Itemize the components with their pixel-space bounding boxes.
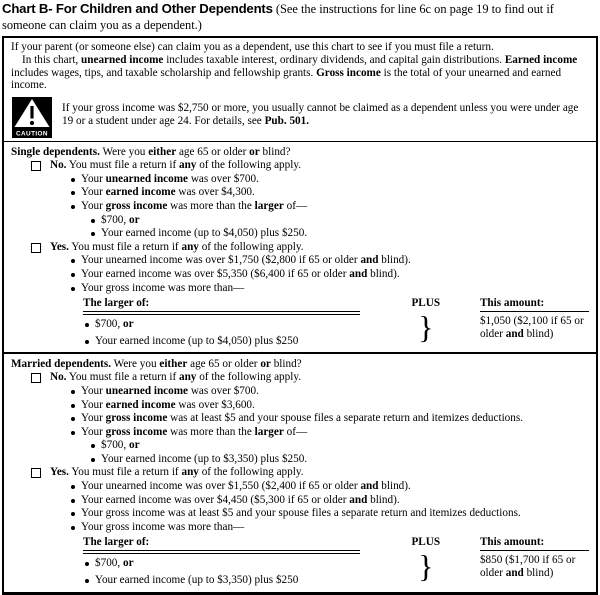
single-no-row <box>31 159 589 173</box>
chart-box <box>2 36 598 595</box>
bullet-icon <box>71 512 75 516</box>
bullet-text: Your earned income was over $5,350 ($6,400 if 65 or older and blind). <box>81 267 400 280</box>
larger-of-column <box>83 536 360 587</box>
bullet-text: Your gross income was at least $5 and your spouse files a separate return and itemizes deductions. <box>81 412 524 425</box>
bullet-text: Your unearned income was over $700. <box>81 384 259 397</box>
list-item <box>71 480 589 494</box>
single-no-checkbox[interactable] <box>31 161 41 171</box>
married-yes-row <box>31 466 589 480</box>
page-title <box>0 0 600 36</box>
single-section-heading: Single dependents. Were you either age 65 or older or blind? <box>11 146 291 159</box>
married-no-checkbox[interactable] <box>31 373 41 383</box>
list-item <box>85 557 360 571</box>
list-item <box>71 173 589 187</box>
section-single-dependents <box>4 142 596 352</box>
list-item <box>85 574 360 588</box>
bullet-text: Your earned income was over $4,300. <box>81 186 255 199</box>
plus-column <box>396 536 456 583</box>
bullet-icon <box>71 417 75 421</box>
larger-of-column <box>83 297 360 348</box>
bullet-text: Your gross income was at least $5 and your spouse files a separate return and itemizes deductions. <box>81 507 521 520</box>
bullet-icon <box>71 273 75 277</box>
bullet-text: Your gross income was more than the larger of— <box>81 199 308 212</box>
bullet-icon <box>91 219 95 223</box>
brace-glyph: } <box>418 548 434 585</box>
list-item <box>71 412 589 426</box>
chart-title-note: (See the instructions for line 6c on page 19 to find out if someone can claim you as a dependent.) <box>2 2 554 32</box>
list-item <box>71 507 589 521</box>
list-item <box>71 200 589 214</box>
married-gross-income-table <box>83 536 589 587</box>
bullet-icon <box>85 340 89 344</box>
bullet-text: Your earned income (up to $3,350) plus $250. <box>101 452 308 465</box>
list-item <box>71 282 589 296</box>
caution-triangle-icon <box>12 97 52 138</box>
list-item <box>91 453 589 467</box>
list-item <box>91 227 589 241</box>
bullet-text: Your gross income was more than— <box>81 520 245 533</box>
larger-of-header: The larger of: <box>83 536 360 554</box>
bullet-text: Your earned income (up to $3,350) plus $250 <box>95 574 299 587</box>
list-item <box>85 318 360 332</box>
bullet-icon <box>85 579 89 583</box>
bullet-text: Your earned income (up to $4,050) plus $250. <box>101 227 308 240</box>
larger-of-header: The larger of: <box>83 297 360 315</box>
caution-text: If your gross income was $2,750 or more, you usually cannot be claimed as a dependent unless you were under age 19 or a student under age 24. For details, see Pub. 501. <box>62 102 579 127</box>
list-item <box>71 494 589 508</box>
bullet-text: Your gross income was more than the larger of— <box>81 425 308 438</box>
bullet-icon <box>71 259 75 263</box>
bullet-icon <box>85 562 89 566</box>
bullet-icon <box>91 444 95 448</box>
single-yes-checkbox[interactable] <box>31 243 41 253</box>
bullet-icon <box>91 232 95 236</box>
bullet-icon <box>71 404 75 408</box>
list-item <box>91 439 589 453</box>
plus-label: PLUS <box>411 536 441 549</box>
bullet-text: $700, or <box>101 439 140 452</box>
bullet-text: Your unearned income was over $700. <box>81 172 259 185</box>
this-amount-header: This amount: <box>480 536 589 551</box>
bullet-icon <box>71 431 75 435</box>
married-no-row <box>31 371 589 385</box>
intro-paragraph-2: In this chart, unearned income includes taxable interest, ordinary dividends, and capital gain distributions. Earned income includes wages, tips, and taxable scholarship and fellowship grants. Gross income is the total of your unearned and earned income. <box>11 53 578 92</box>
bullet-text: Your gross income was more than— <box>81 281 245 294</box>
bullet-icon <box>71 390 75 394</box>
amount-value: $850 ($1,700 if 65 or older and blind) <box>479 554 576 580</box>
list-item <box>91 214 589 228</box>
list-item <box>71 385 589 399</box>
bullet-icon <box>71 205 75 209</box>
bullet-text: Your earned income (up to $4,050) plus $250 <box>95 334 299 347</box>
bullet-icon <box>71 485 75 489</box>
bullet-icon <box>71 526 75 530</box>
chart-title: Chart B- For Children and Other Dependents <box>2 1 273 16</box>
bullet-icon <box>71 191 75 195</box>
bullet-text: $700, or <box>95 318 134 331</box>
bullet-text: Your earned income was over $3,600. <box>81 398 255 411</box>
bullet-icon <box>71 287 75 291</box>
brace-glyph: } <box>418 309 434 346</box>
list-item <box>71 254 589 268</box>
bullet-text: Your unearned income was over $1,550 ($2,400 if 65 or older and blind). <box>81 480 411 493</box>
this-amount-column <box>480 297 589 341</box>
single-no-label: No. You must file a return if any of the following apply. <box>50 159 302 172</box>
intro-paragraph-1: If your parent (or someone else) can claim you as a dependent, use this chart to see if you must file a return. <box>11 41 494 53</box>
plus-column <box>396 297 456 344</box>
this-amount-column <box>480 536 589 580</box>
married-no-label: No. You must file a return if any of the following apply. <box>50 371 302 384</box>
married-section-heading: Married dependents. Were you either age 65 or older or blind? <box>11 358 302 371</box>
amount-value: $1,050 ($2,100 if 65 or older and blind) <box>479 315 584 341</box>
bullet-icon <box>71 178 75 182</box>
plus-label: PLUS <box>411 297 441 310</box>
caution-icon-label: CAUTION <box>16 130 48 138</box>
married-yes-checkbox[interactable] <box>31 468 41 478</box>
list-item <box>71 426 589 440</box>
single-gross-income-table <box>83 297 589 348</box>
intro-block <box>4 38 596 94</box>
single-yes-row <box>31 241 589 255</box>
list-item <box>71 521 589 535</box>
list-item <box>71 186 589 200</box>
bullet-icon <box>85 323 89 327</box>
caution-block <box>4 94 596 141</box>
bullet-text: Your unearned income was over $1,750 ($2,800 if 65 or older and blind). <box>81 254 411 267</box>
list-item <box>85 335 360 349</box>
single-yes-label: Yes. You must file a return if any of the following apply. <box>50 240 304 253</box>
bullet-text: $700, or <box>101 213 140 226</box>
list-item <box>71 399 589 413</box>
bullet-icon <box>71 499 75 503</box>
this-amount-header: This amount: <box>480 297 589 312</box>
section-married-dependents <box>4 354 596 591</box>
bullet-text: Your earned income was over $4,450 ($5,300 if 65 or older and blind). <box>81 493 400 506</box>
list-item <box>71 268 589 282</box>
married-yes-label: Yes. You must file a return if any of the following apply. <box>50 466 304 479</box>
bullet-icon <box>91 458 95 462</box>
bullet-text: $700, or <box>95 557 134 570</box>
